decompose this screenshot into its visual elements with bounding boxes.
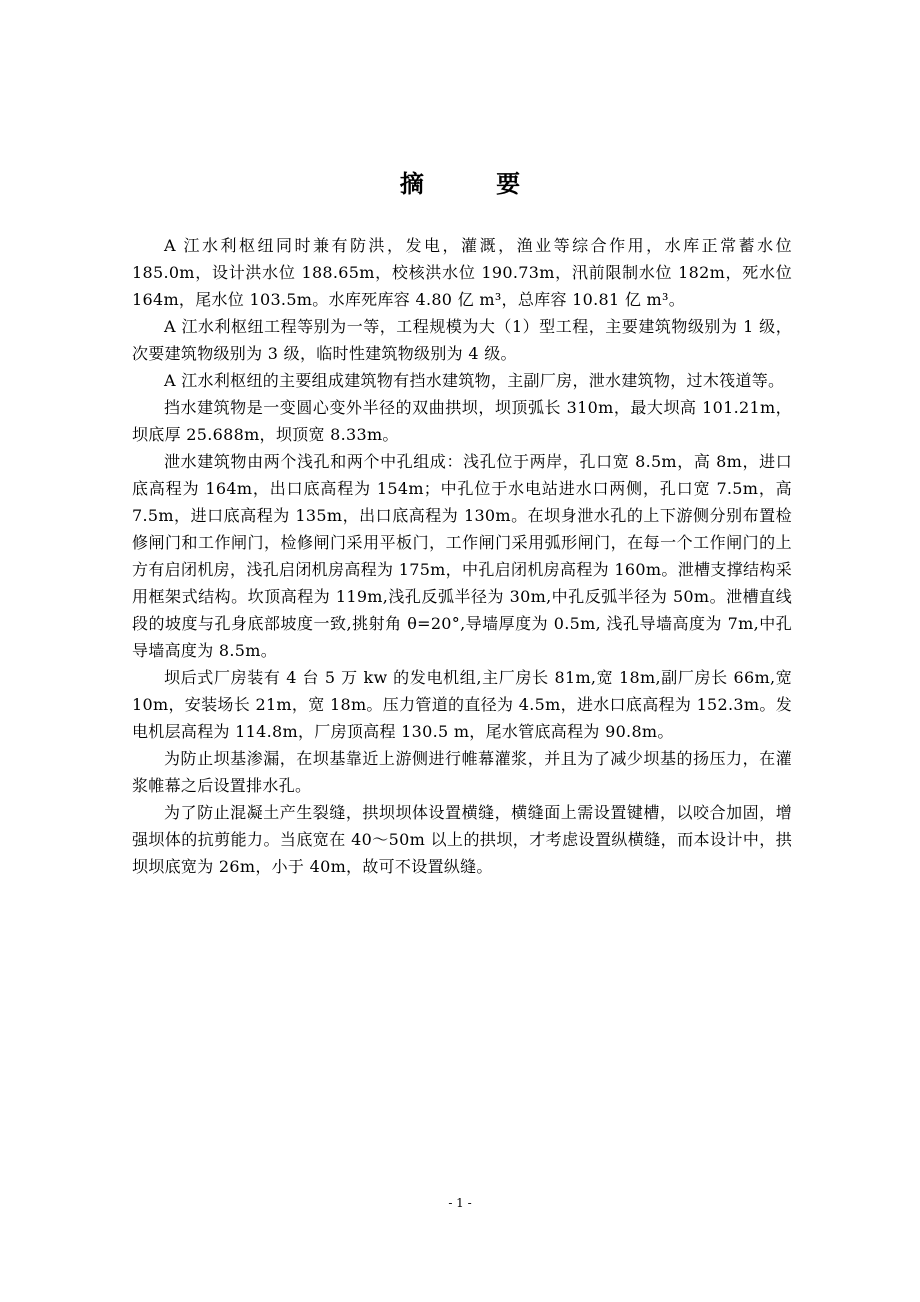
- paragraph-project-grade: A 江水利枢纽工程等别为一等，工程规模为大（1）型工程，主要建筑物级别为 1 级，次要建筑物级别为 3 级，临时性建筑物级别为 4 级。: [132, 317, 792, 363]
- page-number: - 1 -: [448, 1196, 472, 1210]
- paragraph-spillway: 泄水建筑物由两个浅孔和两个中孔组成：浅孔位于两岸，孔口宽 8.5m，高 8m，进口底高程为 164m，出口底高程为 154m；中孔位于水电站进水口两侧，孔口宽 7.5m，高 7.5m，进口底高程为 135m，出口底高程为 130m。在坝身泄水孔的上下游侧分别布置检修闸门和工作闸门，检修闸门采用平板门，工作闸门采用弧形闸门，在每一个工作闸门的上方有启闭机房，浅孔启闭机房高程为 175m，中孔启闭机房高程为 160m。泄槽支撑结构采用框架式结构。坎顶高程为 119m,浅孔反弧半径为 30m,中孔反弧半径为 50m。泄槽直线段的坡度与孔身底部坡度一致,挑射角 θ=20°,导墙厚度为 0.5m, 浅孔导墙高度为 7m,中孔导墙高度为 8.5m。: [132, 452, 792, 660]
- paragraph-joints: 为了防止混凝土产生裂缝，拱坝坝体设置横缝，横缝面上需设置键槽，以咬合加固，增强坝体的抗剪能力。当底宽在 40～50m 以上的拱坝，才考虑设置纵横缝，而本设计中，拱坝坝底宽为 26m，小于 40m，故可不设置纵缝。: [132, 803, 792, 876]
- abstract-body: [132, 232, 792, 880]
- paragraph-powerhouse: 坝后式厂房装有 4 台 5 万 kw 的发电机组,主厂房长 81m,宽 18m,副厂房长 66m,宽 10m，安装场长 21m，宽 18m。压力管道的直径为 4.5m，进水口底高程为 152.3m。发电机层高程为 114.8m，厂房顶高程 130.5 m，尾水管底高程为 90.8m。: [132, 668, 792, 741]
- page-title: 摘 要: [399, 170, 553, 198]
- paragraph-dam: 挡水建筑物是一变圆心变外半径的双曲拱坝，坝顶弧长 310m，最大坝高 101.21m，坝底厚 25.688m，坝顶宽 8.33m。: [132, 398, 792, 444]
- paragraph-main-structures: A 江水利枢纽的主要组成建筑物有挡水建筑物，主副厂房，泄水建筑物，过木筏道等。: [164, 371, 785, 390]
- paragraph-foundation: 为防止坝基渗漏，在坝基靠近上游侧进行帷幕灌浆，并且为了减少坝基的扬压力，在灌浆帷幕之后设置排水孔。: [132, 749, 792, 795]
- paragraph-overview: A 江水利枢纽同时兼有防洪，发电，灌溉，渔业等综合作用，水库正常蓄水位 185.0m，设计洪水位 188.65m，校核洪水位 190.73m，汛前限制水位 182m，死水位 164m，尾水位 103.5m。水库死库容 4.80 亿 m³，总库容 10.81 亿 m³。: [132, 236, 792, 309]
